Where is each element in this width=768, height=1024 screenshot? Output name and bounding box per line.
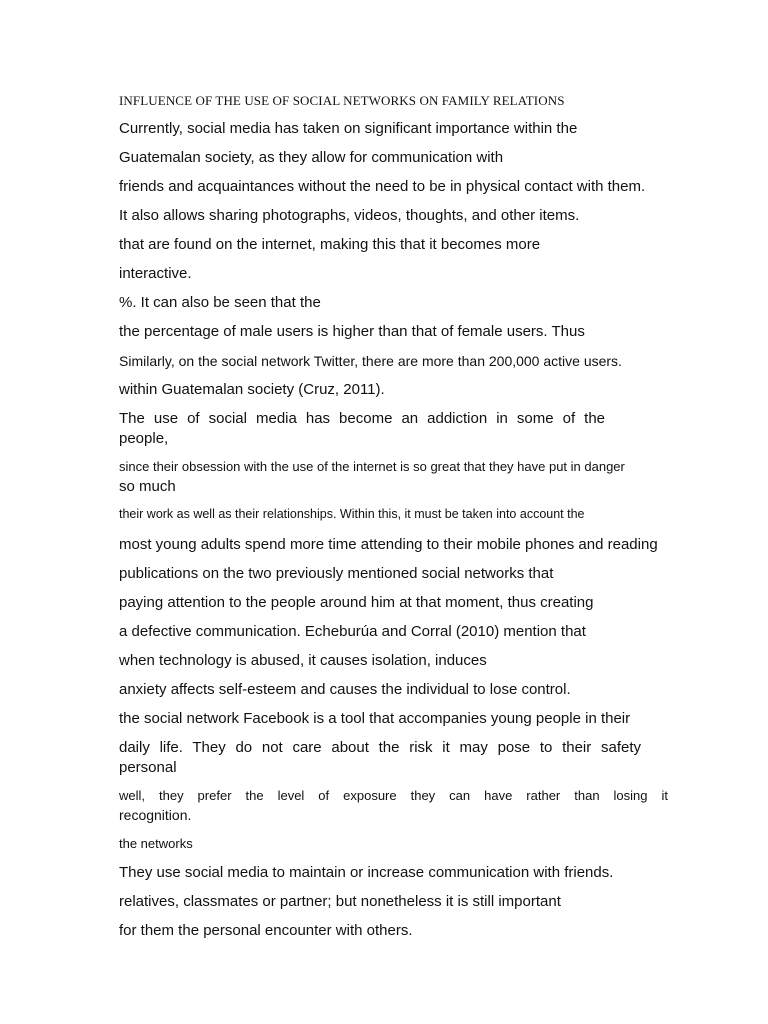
text-line-6: interactive. (119, 265, 192, 282)
text-line-2: Guatemalan society, as they allow for communication with (119, 149, 504, 166)
text-line-4: It also allows sharing photographs, videos, thoughts, and other items. (119, 207, 580, 224)
text-line-25: well, they prefer the level of exposure they can have rather than losing it (119, 788, 668, 803)
text-line-11: The use of social media has become an addiction in some of the (119, 410, 605, 427)
text-line-22: the social network Facebook is a tool that accompanies young people in their (119, 710, 631, 727)
text-line-16: most young adults spend more time attending to their mobile phones and reading (119, 536, 658, 553)
text-line-29: relatives, classmates or partner; but nonetheless it is still important (119, 893, 561, 910)
text-line-30: for them the personal encounter with others. (119, 922, 413, 939)
text-line-7: %. It can also be seen that the (119, 294, 321, 311)
text-line-12: people, (119, 430, 169, 447)
text-line-5: that are found on the internet, making this that it becomes more (119, 236, 541, 253)
document-title: INFLUENCE OF THE USE OF SOCIAL NETWORKS ON FAMILY RELATIONS (119, 93, 565, 108)
text-line-27: the networks (119, 836, 193, 851)
text-line-15: their work as well as their relationships. Within this, it must be taken into account the (119, 507, 585, 521)
text-line-1: Currently, social media has taken on significant importance within the (119, 120, 578, 137)
text-line-28: They use social media to maintain or increase communication with friends. (119, 864, 614, 881)
text-line-8: the percentage of male users is higher than that of female users. Thus (119, 323, 585, 340)
text-line-13: since their obsession with the use of the internet is so great that they have put in danger (119, 459, 625, 474)
text-line-19: a defective communication. Echeburúa and Corral (2010) mention that (119, 623, 586, 640)
text-line-23: daily life. They do not care about the risk it may pose to their safety (119, 739, 641, 756)
text-line-26: recognition. (119, 807, 192, 823)
text-line-21: anxiety affects self-esteem and causes the individual to lose control. (119, 681, 571, 698)
text-line-20: when technology is abused, it causes isolation, induces (119, 652, 487, 669)
text-line-24: personal (119, 759, 177, 776)
text-line-14: so much (119, 478, 176, 495)
text-line-18: paying attention to the people around him at that moment, thus creating (119, 594, 594, 611)
text-line-17: publications on the two previously mentioned social networks that (119, 565, 554, 582)
text-line-9: Similarly, on the social network Twitter, there are more than 200,000 active users. (119, 353, 622, 369)
text-line-3: friends and acquaintances without the need to be in physical contact with them. (119, 178, 646, 195)
text-line-10: within Guatemalan society (Cruz, 2011). (119, 381, 385, 398)
